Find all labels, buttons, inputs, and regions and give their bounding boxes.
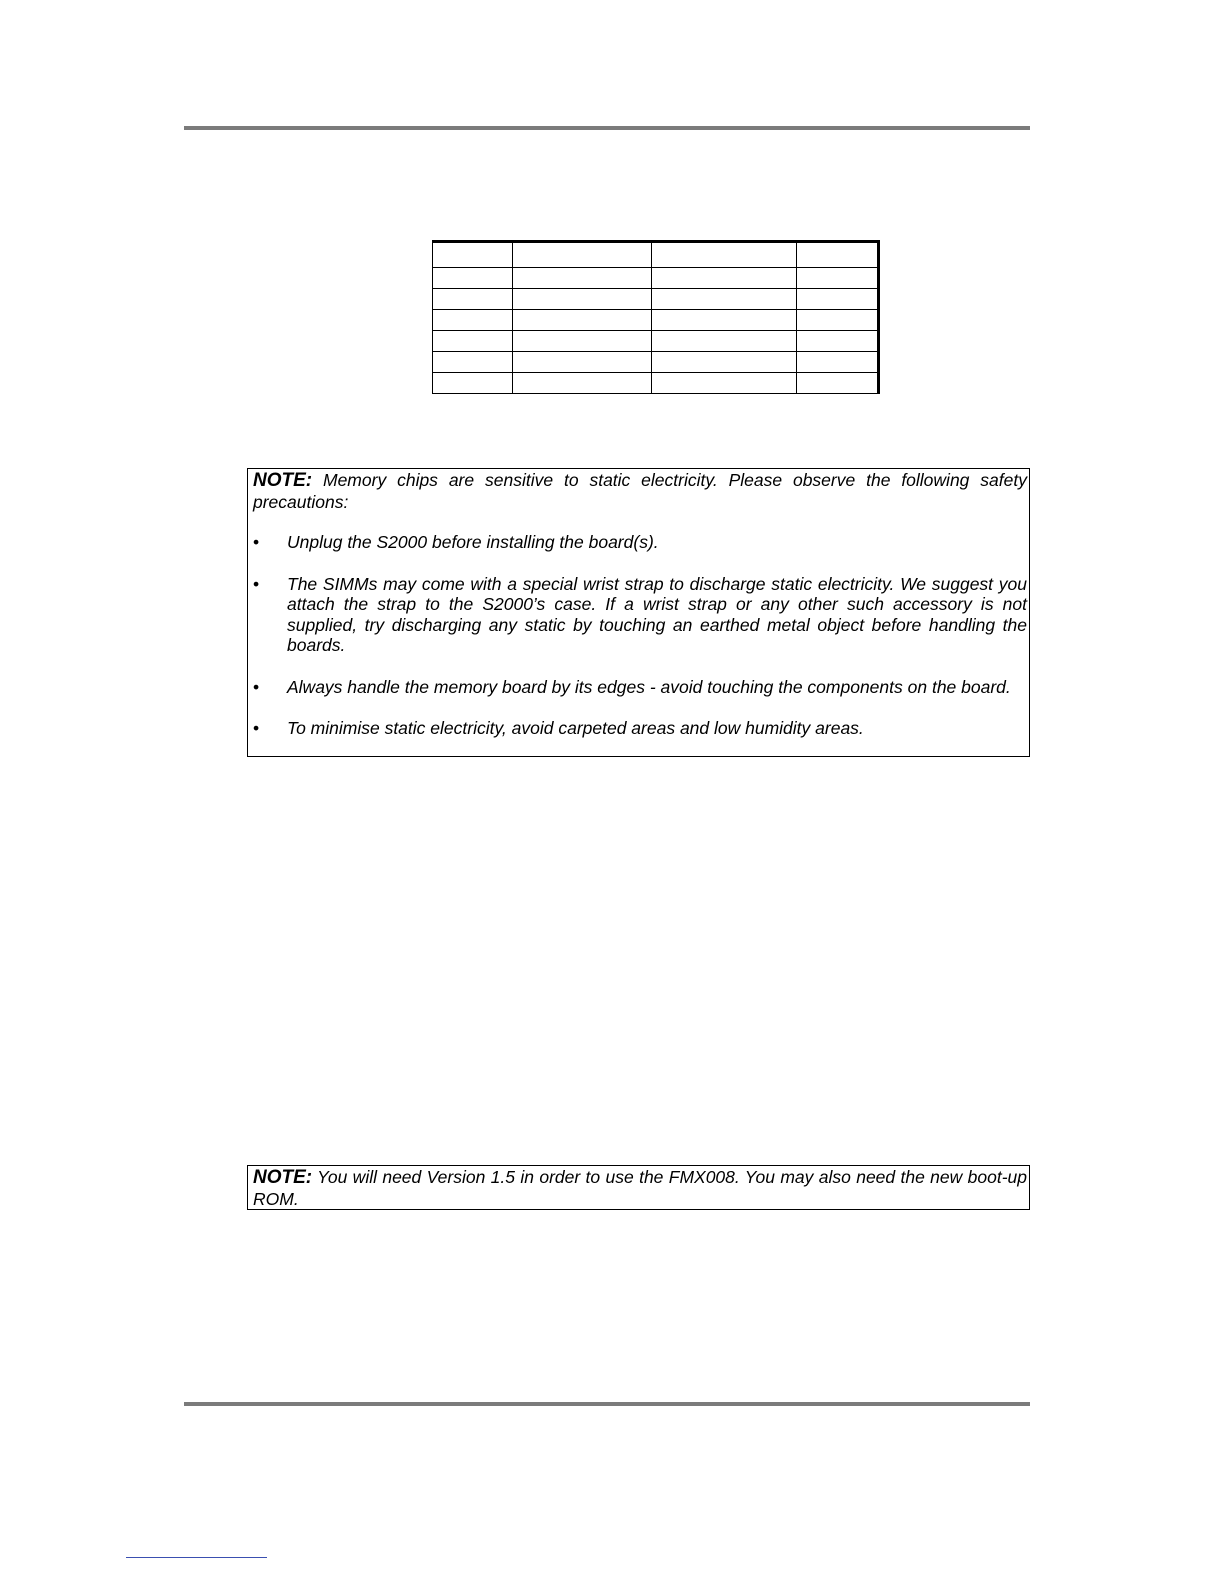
list-item — [253, 718, 1027, 739]
version-note — [247, 1165, 1030, 1210]
table-cell — [433, 268, 513, 289]
table-cell — [797, 352, 879, 373]
table-cell — [433, 331, 513, 352]
table-cell — [513, 289, 652, 310]
table-cell — [652, 310, 797, 331]
footer-link-underline — [126, 1557, 267, 1558]
table-cell — [652, 352, 797, 373]
bullet-text: Unplug the S2000 before installing the board(s). — [287, 532, 659, 552]
table-row — [433, 289, 879, 310]
bullet-text: To minimise static electricity, avoid carpeted areas and low humidity areas. — [287, 718, 864, 738]
table-cell — [797, 310, 879, 331]
table-cell — [513, 310, 652, 331]
table-cell — [797, 373, 879, 394]
table-cell — [652, 242, 797, 268]
note-intro-text: Memory chips are sensitive to static electricity. Please observe the following safety precautions: — [253, 470, 1027, 512]
table-cell — [513, 242, 652, 268]
bullet-text: Always handle the memory board by its edges - avoid touching the components on the board. — [287, 676, 1011, 697]
table-cell — [433, 310, 513, 331]
table-cell — [797, 289, 879, 310]
table-row — [433, 242, 879, 268]
list-item — [253, 574, 1027, 656]
table-cell — [513, 373, 652, 394]
table-cell — [433, 242, 513, 268]
table-cell — [652, 331, 797, 352]
table-cell — [513, 352, 652, 373]
header-rule — [184, 126, 1030, 130]
table-cell — [433, 289, 513, 310]
bullet-icon: • — [253, 573, 260, 594]
table-row — [433, 310, 879, 331]
note-text: You will need Version 1.5 in order to use the FMX008. You may also need the new boot-up ROM. — [253, 1167, 1028, 1209]
table-cell — [513, 331, 652, 352]
table-cell — [797, 242, 879, 268]
table-cell — [433, 352, 513, 373]
list-item — [253, 532, 1027, 553]
note-label: NOTE: — [253, 470, 313, 491]
bullet-text: The SIMMs may come with a special wrist strap to discharge static electricity. We suggest you attach the strap to the S2000’s case. If a wrist strap or any other such accessory is not supplied, try discharging any static by touching an earthed metal object before handling the boards. — [287, 573, 1027, 655]
table-cell — [433, 373, 513, 394]
bullet-icon: • — [253, 718, 260, 738]
table-row — [433, 373, 879, 394]
table-row — [433, 331, 879, 352]
memory-table — [432, 240, 880, 394]
table-cell — [652, 268, 797, 289]
version-note-text — [253, 1166, 1027, 1209]
list-item — [253, 677, 1027, 698]
static-precautions-note — [247, 468, 1030, 757]
table-cell — [797, 268, 879, 289]
table-cell — [652, 289, 797, 310]
bullet-icon: • — [253, 676, 260, 697]
table-cell — [797, 331, 879, 352]
footer-rule — [184, 1402, 1030, 1406]
note-intro — [253, 469, 1027, 512]
table-cell — [513, 268, 652, 289]
table-cell — [652, 373, 797, 394]
bullet-icon: • — [253, 532, 260, 552]
note-label: NOTE: — [253, 1167, 313, 1188]
table-row — [433, 352, 879, 373]
table-row — [433, 268, 879, 289]
